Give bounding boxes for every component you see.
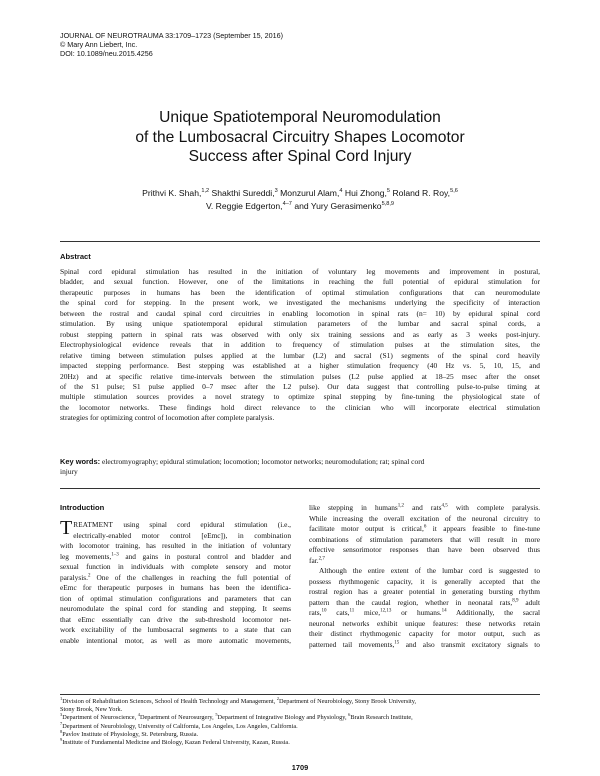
abstract-line: the spinal cord for stepping. In the present work, we investigated the mechanisms underlying the specificity of interaction [60,298,540,308]
intro-line: with locomotor training, has resulted in the initiation of voluntary [60,541,291,550]
author-list [60,187,540,213]
keywords-line [60,457,540,467]
intro-line: enable intentional motor, as well as more automatic movements, [60,635,291,645]
author: Hui Zhong,$^5$ [344,188,391,198]
abstract-line: Electrophysiological evidence reveals that in addition to frequency of stimulation pulses at the stimulation sites, the [60,340,540,350]
intro-column-left [60,517,292,646]
abstract-line: bladder, and sexual function. However, one of the limitations in reaching the full potential of epidural stimulation for [60,277,540,287]
intro-line: pattern than the caudal region, whether in neonatal rats,$^{8,9}$ adult [309,597,540,607]
divider [60,488,540,489]
author: Shakthi Sureddi,$^3$ [211,188,278,198]
journal-citation: JOURNAL OF NEUROTRAUMA 33:1709–1723 (September 15, 2016) [60,31,284,40]
author: Roland R. Roy,$^{5,6}$ [392,188,458,198]
drop-cap: T [60,517,73,539]
title-line: Success after Spinal Cord Injury [188,148,412,165]
abstract-line: Spinal cord epidural stimulation has resulted in the initiation of voluntary leg movements and improvement in postural, [60,267,540,276]
intro-line: far.$^{2,7}$ [309,555,325,565]
abstract-line: 20Hz) and at specific relative time-intervals between the stimulation pulses (L2 pulse applied at 18–25 msec after the onset [60,371,540,381]
intro-line: combinations of stimulation parameters that will result in more [309,534,540,544]
footnote-line: Stony Brook, New York. [60,706,123,714]
intro-line: electrically-enabled motor control [eEmc]), in combination [73,530,291,540]
intro-line: sexual function in individuals with complete sensory and motor [60,562,291,571]
intro-line: work excitability of the lumbosacral segments to a state that can [60,625,291,634]
article-title [60,108,540,167]
intro-line: facilitate motor output is critical,$^6$ it appears feasible to fine-tune [309,524,541,533]
abstract-line: strategies for optimizing control of locomotion after complete paralysis. [60,413,275,423]
intro-line: paralysis.$^2$ One of the challenges in reaching the full potential of [60,572,291,582]
keywords-line: injury [60,467,78,477]
footnote-line: $^7$Department of Neurobiology, University of California, Los Angeles, Los Angeles, California. [60,720,298,730]
author: Monzurul Alam,$^4$ [280,188,343,198]
footnote-line: $^8$Pavlov Institute of Physiology, St. Petersburg, Russia. [60,728,199,738]
title-line: Unique Spatiotemporal Neuromodulation [159,109,441,126]
abstract-line: impacted stepping performance. Best stepping was established at a higher stimulation frequency (40 Hz vs. 5, 10, 15, and [60,361,540,371]
affiliation-footnotes [60,695,540,747]
page-number: 1709 [291,763,309,772]
author: V. Reggie Edgerton,$^{4-7}$ [205,201,292,212]
abstract-heading: Abstract [60,252,91,261]
abstract-line: therapeutic purposes in humans has been the identification of optimal stimulation configurations that can neuromodulate [60,287,540,297]
intro-line: Although the entire extent of the lumbar cord is suggested to [319,566,540,575]
intro-line: rats,$^{10}$ cats,$^{11}$ mice,$^{12,13}$ or humans.$^{14}$ Additionally, the sacral [309,608,540,617]
keywords-label: Key words: [60,457,101,466]
keywords [60,457,540,478]
intro-column-right [309,503,540,650]
abstract-line: between the rostral and caudal spinal cord circuitries in enabling locomotion in spinal rats (n= 10) by epidural spinal cord [60,308,540,318]
abstract-line: the locomotor networks. These findings hold direct relevance to the clinician who will incorporate electrical stimulation [60,402,540,412]
intro-line: tion of optimal stimulation configurations and parameters that can [60,593,291,603]
intro-line: that eEmc essentially can drive the sub-threshold locomotor net- [60,614,291,624]
author: Prithvi K. Shah,$^{1,2}$ [142,188,210,198]
intro-line: like stepping in humans$^{1,2}$ and rats$^{4,5}$ with complete paralysis. [309,503,541,512]
footnote-line: $^9$Institute of Fundamental Medicine and Biology, Kazan Federal University, Kazan, Russia. [60,736,290,747]
copyright-line: © Mary Ann Liebert, Inc. [60,40,138,50]
intro-line: leg movements,$^{1-3}$ and gains in postural control and bladder and [60,551,291,561]
intro-line: While increasing the overall excitation of the neuronal circuitry to [309,513,540,523]
author: and Yury Gerasimenko$^{5,8,9}$ [294,201,395,212]
doi-line: DOI: 10.1089/neu.2015.4256 [60,49,153,59]
keywords-list: electromyography; epidural stimulation; locomotion; locomotor networks; neuromodulation; rat; spinal cord [101,457,425,466]
intro-line: possess rhythmogenic capacity, it is generally accepted that the [309,576,540,586]
abstract-line: stimulation. By using unique spatiotemporal epidural stimulation parameters of the lumbar and sacral spinal cords, a [60,319,540,329]
abstract-line: relative timing between stimulation pulses applied at the lumbar (L2) and sacral (S1) segments of the spinal cord heavily [60,350,540,360]
divider [60,694,540,695]
abstract-line: robust stepping pattern in spinal rats was observed with only six training sessions and as early as 3 weeks post-injury. [60,329,540,339]
introduction-heading: Introduction [60,503,105,512]
title-line: of the Lumbosacral Circuitry Shapes Locomotor [135,128,465,146]
intro-line: effective sensorimotor responses than have been observed thus [309,545,540,554]
footnote-line: $^1$Division of Rehabilitation Sciences, School of Health Technology and Management, $^2$Department of Neurobiology, Stony Brook University, [60,695,417,705]
author-line-2 [60,200,540,213]
intro-line: rostral region has a greater potential in generating bursting rhythm [309,587,540,596]
intro-line: patterned tail movements,$^{15}$ and also transmit excitatory signals to [309,639,540,649]
journal-header [60,31,283,59]
abstract-line: of the S1 pulse; S1 pulse applied 0–7 msec after the L2 pulse). Our data suggest that controlling pulse-to-pulse timing at [60,381,540,391]
abstract-line: multiple stimulation sources provides a novel strategy to optimize spinal stepping by fine-tuning the physiological state of [60,392,540,402]
abstract-text [60,267,540,424]
intro-line: their distinct rhythmogenic capacity for motor output, such as [309,629,540,638]
intro-line: neuronal networks exhibit unique features: these networks retain [309,618,540,628]
author-line-1 [60,187,540,200]
footnote-line: $^3$Department of Neuroscience, $^4$Department of Neurosurgery, $^5$Department of Integrative Biology and Physiology, $^6$Brain Research Institute, [60,712,413,722]
intro-line: TREATMENT using spinal cord epidural stimulation (i.e., [60,517,292,539]
intro-line: eEmc for therapeutic purposes in humans has been the identifica- [60,583,291,592]
intro-line: neuromodulate the spinal cord for standing and stepping. It seems [60,604,291,613]
divider [60,241,540,242]
